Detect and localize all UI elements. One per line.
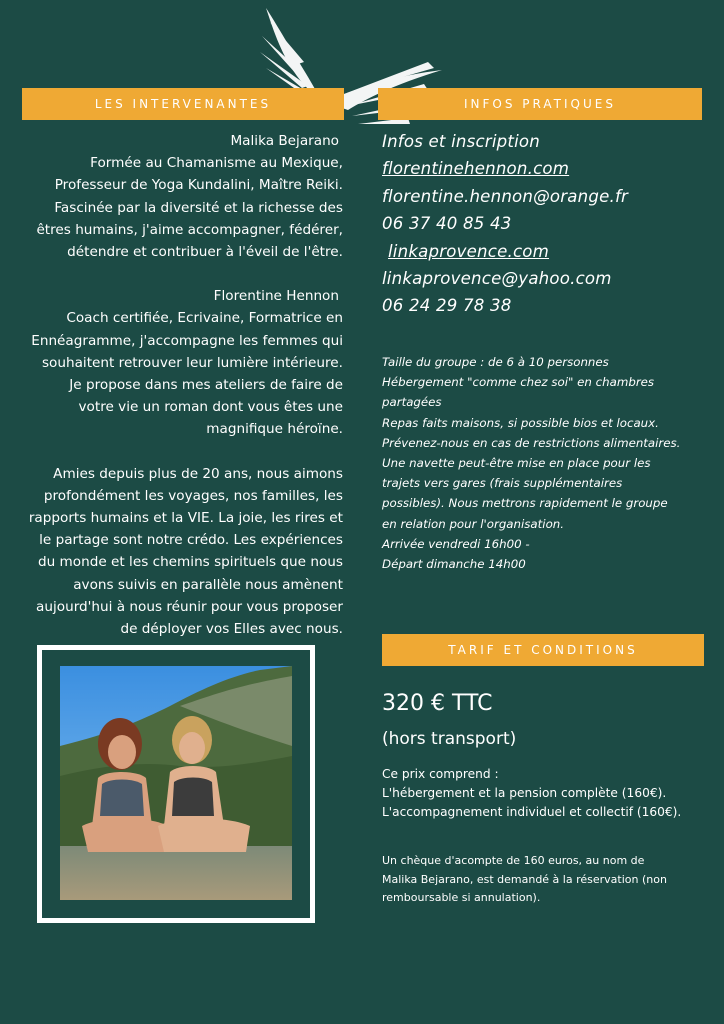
together-line: rapports humains et la VIE. La joie, les rires et [28, 510, 343, 527]
deposit-line: Un chèque d'acompte de 160 euros, au nom de [382, 854, 645, 867]
price: 320 € TTC [382, 691, 493, 716]
deposit-line: remboursable si annulation). [382, 891, 541, 904]
contact-section [382, 128, 712, 320]
price-includes [382, 765, 717, 822]
together-line: le partage sont notre crédo. Les expériences [39, 532, 343, 549]
florentine-line: souhaitent retrouver leur lumière intérieure. [41, 354, 343, 371]
banner-infos-pratiques: INFOS PRATIQUES [378, 88, 702, 120]
practical-line: partagées [382, 395, 442, 410]
together-line: avons suivis en parallèle nous amènent [73, 576, 343, 593]
email-linkaprovence[interactable]: linkaprovence@yahoo.com [382, 269, 612, 289]
includes-line: L'hébergement et la pension complète (160€). [382, 786, 667, 800]
includes-line: L'accompagnement individuel et collectif (160€). [382, 805, 682, 819]
banner-intervenantes: LES INTERVENANTES [22, 88, 344, 120]
together-line: du monde et les chemins spirituels que nous [37, 554, 343, 571]
practical-line: Prévenez-nous en cas de restrictions alimentaires. [382, 435, 681, 450]
practical-line: Repas faits maisons, si possible bios et locaux. [382, 415, 659, 430]
practical-line: possibles). Nous mettrons rapidement le groupe [382, 496, 668, 511]
practical-line: Taille du groupe : de 6 à 10 personnes [382, 355, 609, 369]
practical-line: trajets vers gares (frais supplémentaires [382, 476, 623, 491]
practical-line: en relation pour l'organisation. [382, 516, 565, 531]
malika-line: êtres humains, j'aime accompagner, fédérer, [36, 221, 343, 238]
site-link-linkaprovence[interactable]: linkaprovence.com [388, 241, 550, 261]
deposit-info [382, 852, 717, 908]
practical-line: Arrivée vendredi 16h00 - [382, 536, 530, 551]
email-florentine[interactable]: florentine.hennon@orange.fr [382, 186, 629, 206]
florentine-line: votre vie un roman dont vous êtes une [78, 399, 343, 416]
malika-line: Fascinée par la diversité et la richesse des [54, 199, 343, 216]
florentine-line: magnifique héroïne. [206, 421, 343, 438]
together-line: profondément les voyages, nos familles, les [43, 487, 343, 504]
practical-line: Hébergement "comme chez soi" en chambres [382, 375, 655, 390]
banner-tarif: TARIF ET CONDITIONS [382, 634, 704, 666]
malika-line: Formée au Chamanisme au Mexique, [90, 155, 343, 172]
florentine-line: Coach certifiée, Ecrivaine, Formatrice en [66, 310, 343, 327]
contact-heading: Infos et inscription [382, 132, 540, 151]
intervenantes-section [10, 130, 343, 640]
includes-line: Ce prix comprend : [382, 767, 499, 781]
practical-line: Départ dimanche 14h00 [382, 557, 526, 572]
phone-florentine[interactable]: 06 37 40 85 43 [382, 214, 512, 234]
photo-two-women-river [60, 666, 292, 900]
malika-name: Malika Bejarano [230, 133, 339, 149]
deposit-line: Malika Bejarano, est demandé à la réservation (non [382, 872, 667, 886]
phone-linkaprovence[interactable]: 06 24 29 78 38 [382, 296, 512, 316]
price-note: (hors transport) [382, 729, 517, 749]
florentine-line: Ennéagramme, j'accompagne les femmes qui [31, 332, 343, 349]
florentine-line: Je propose dans mes ateliers de faire de [69, 377, 343, 394]
together-line: aujourd'hui à nous réunir pour vous proposer [36, 598, 343, 615]
together-line: Amies depuis plus de 20 ans, nous aimons [53, 465, 343, 482]
malika-line: Professeur de Yoga Kundalini, Maître Reiki. [54, 177, 343, 194]
malika-line: détendre et contribuer à l'éveil de l'être. [67, 244, 343, 261]
practical-info [382, 352, 712, 574]
together-line: de déployer vos Elles avec nous. [120, 621, 343, 638]
florentine-name: Florentine Hennon [213, 288, 339, 305]
practical-line: Une navette peut-être mise en place pour les [382, 456, 651, 471]
site-link-florentine[interactable]: florentinehennon.com [382, 159, 570, 179]
